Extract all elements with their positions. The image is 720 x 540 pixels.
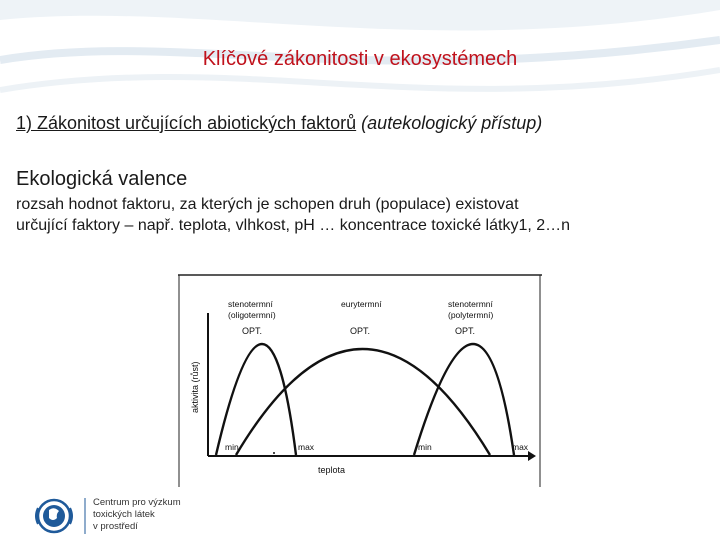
subheading-paren: (autekologický přístup): [361, 113, 543, 133]
left-opt-label: OPT.: [242, 326, 263, 336]
y-axis-label: aktivita (růst): [190, 361, 200, 413]
subheading-main: 1) Zákonitost určujících abiotických faktorů: [16, 113, 357, 133]
subheading: [16, 113, 542, 134]
min-label-2: min: [418, 442, 432, 452]
right-curve-label-1: stenotermní: [448, 299, 493, 309]
right-opt-label: OPT.: [455, 326, 476, 336]
min-label-1: min: [225, 442, 239, 452]
body-line-1: rozsah hodnot faktoru, za kterých je schopen druh (populace) existovat: [16, 196, 519, 213]
left-curve-label-1: stenotermní: [228, 299, 273, 309]
logo-text: [93, 497, 181, 533]
center-opt-label: OPT.: [350, 326, 371, 336]
x-axis-label: teplota: [318, 465, 346, 475]
max-label-1: max: [298, 442, 315, 452]
section-heading: Ekologická valence: [16, 168, 188, 190]
body-text: [16, 194, 716, 236]
max-label-2: max: [512, 442, 529, 452]
logo-line-1: Centrum pro výzkum: [93, 497, 181, 508]
right-curve-label-2: (polytermní): [448, 310, 494, 320]
center-curve-label: eurytermní: [341, 299, 382, 309]
dot-marker: [273, 452, 275, 454]
logo-line-3: v prostředí: [93, 521, 138, 532]
body-line-2: určující faktory – např. teplota, vlhkost, pH … koncentrace toxické látky1, 2…n: [16, 217, 571, 234]
slide-title: Klíčové zákonitosti v ekosystémech: [202, 48, 518, 70]
logo-line-2: toxických látek: [93, 509, 155, 520]
left-curve-label-2: (oligotermní): [228, 310, 276, 320]
valence-diagram: [178, 273, 542, 487]
